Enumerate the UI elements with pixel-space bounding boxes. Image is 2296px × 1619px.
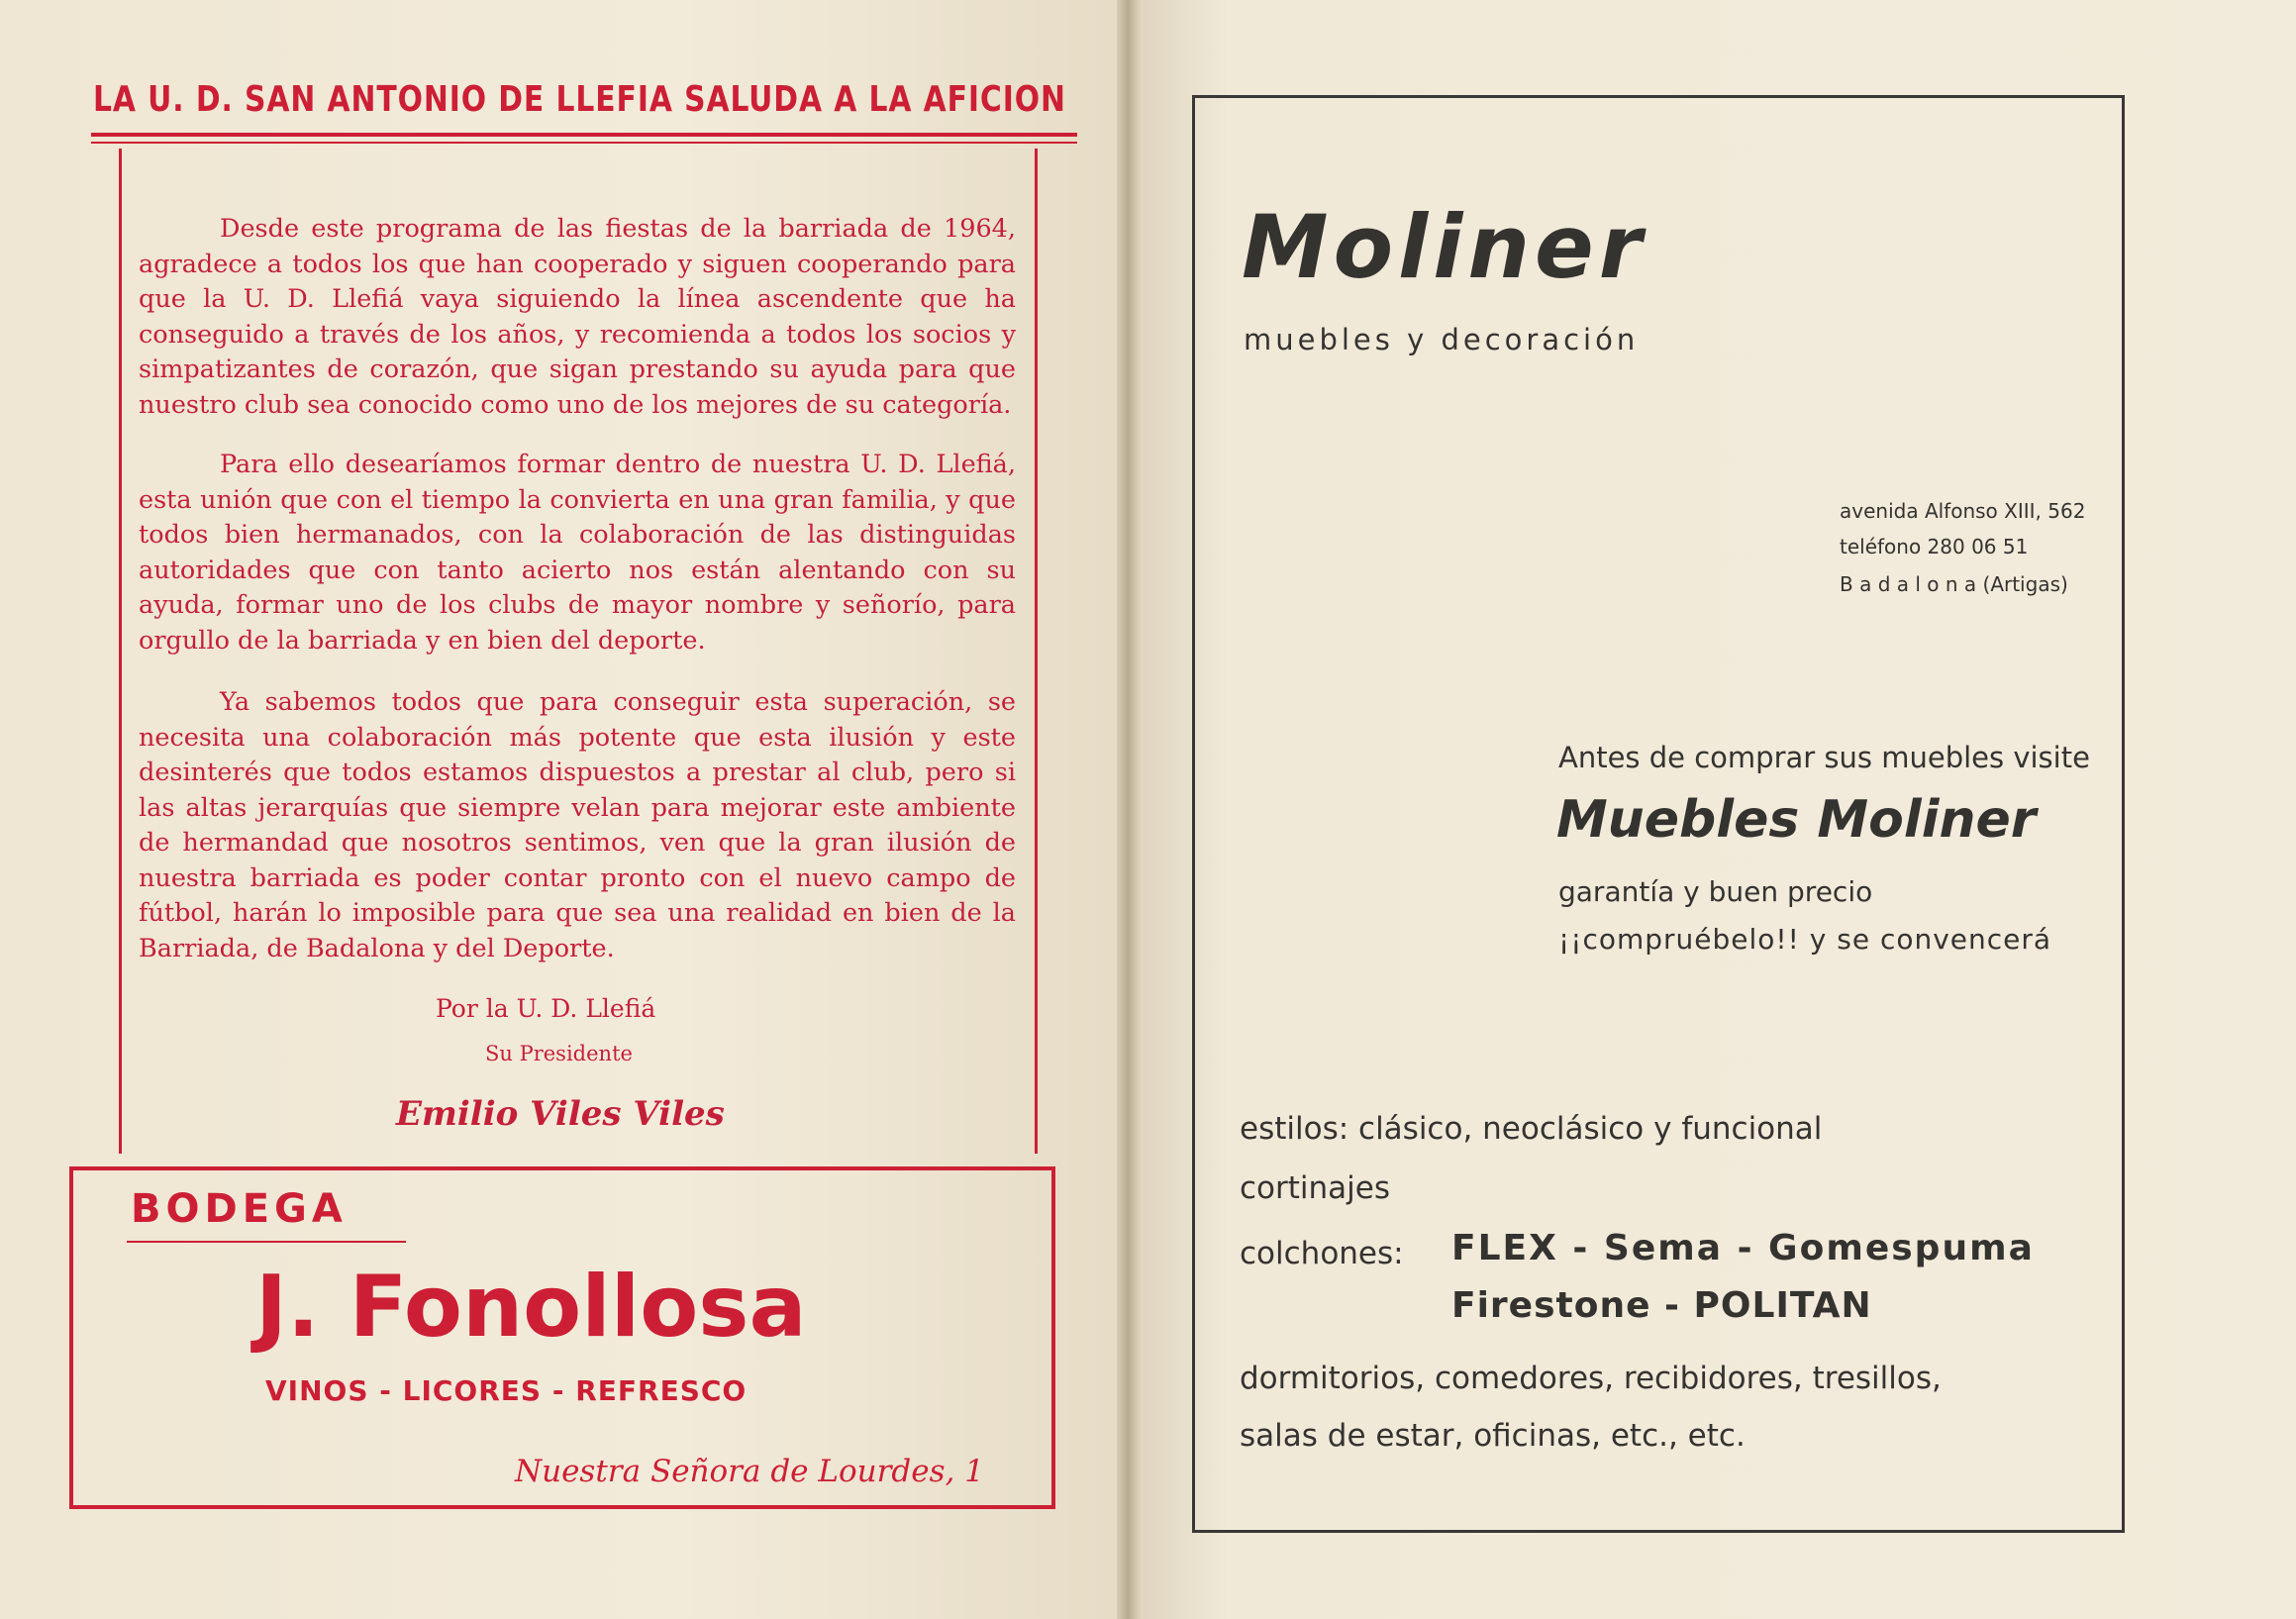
bodega-address: Nuestra Señora de Lourdes, 1 — [515, 1454, 984, 1489]
rooms-text-1: dormitorios, comedores, recibidores, tresillos, — [1240, 1361, 1942, 1396]
intro-text: Antes de comprar sus muebles visite — [1558, 741, 2090, 774]
address-city: B a d a l o n a (Artigas) — [1840, 572, 2068, 596]
president-name: Emilio Viles Viles — [396, 1094, 725, 1134]
brand-name: Moliner — [1242, 196, 1647, 298]
book-spine — [1117, 0, 1143, 1619]
brand-tagline: muebles y decoración — [1244, 323, 1640, 356]
headline: LA U. D. SAN ANTONIO DE LLEFIA SALUDA A LA AFICION — [93, 79, 1066, 120]
headline-rule-top — [91, 133, 1077, 137]
rooms-text-2: salas de estar, oficinas, etc., etc. — [1240, 1418, 1746, 1454]
guarantee-text: garantía y buen precio — [1558, 875, 1873, 908]
address-street: avenida Alfonso XIII, 562 — [1840, 499, 2086, 523]
bodega-name: J. Fonollosa — [255, 1258, 807, 1357]
check-it-text: ¡¡compruébelo!! y se convencerá — [1558, 923, 2052, 956]
letter-paragraph-1: Desde este programa de las fiestas de la barriada de 1964, agradece a todos los que han cooperado y siguen cooperando para que la U. D. Llefiá vaya siguiendo la línea ascendente que ha conseguido a través de los años, y recomienda a todos los socios y simpatizantes de corazón, que sigan prestando su ayuda para que nuestro club sea conocido como uno de los mejores de su categoría. — [139, 214, 1016, 420]
president-title: Su Presidente — [485, 1042, 633, 1065]
letter-paragraph-3: Ya sabemos todos que para conseguir esta superación, se necesita una colaboración más potente que esta ilusión y este desinterés que todos estamos dispuestos a prestar al club, pero si las altas jerarquías que siempre velan para mejorar este ambiente de hermandad que nosotros sentimos, ven que la gran ilusión de nuestra barriada es poder contar pronto con el nuevo campo de fútbol, harán lo imposible para que sea una realidad en bien de la Barriada, de Badalona y del Deporte. — [139, 687, 1016, 963]
headline-rule-bottom — [91, 142, 1077, 144]
store-name: Muebles Moliner — [1556, 790, 2037, 850]
bodega-products: VINOS - LICORES - REFRESCO — [265, 1374, 748, 1407]
curtains-text: cortinajes — [1240, 1170, 1391, 1206]
bodega-label: BODEGA — [131, 1186, 348, 1232]
bodega-label-underline — [127, 1241, 406, 1243]
address-phone: teléfono 280 06 51 — [1840, 535, 2029, 558]
mattress-label: colchones: — [1240, 1236, 1404, 1271]
mattress-brands-line-1: FLEX - Sema - Gomespuma — [1451, 1228, 2035, 1268]
letter-paragraph-2: Para ello desearíamos formar dentro de nuestra U. D. Llefiá, esta unión que con el tiempo la convierta en una gran familia, y que todos bien hermanados, con la colaboración de las distinguidas autoridades que con tanto acierto nos están alentando con su ayuda, formar uno de los clubs de mayor nombre y señorío, para orgullo de la barriada y en bien del deporte. — [139, 450, 1016, 656]
styles-text: estilos: clásico, neoclásico y funcional — [1240, 1111, 1823, 1147]
signature-line: Por la U. D. Llefiá — [436, 994, 656, 1023]
mattress-brands-line-2: Firestone - POLITAN — [1451, 1285, 1872, 1326]
